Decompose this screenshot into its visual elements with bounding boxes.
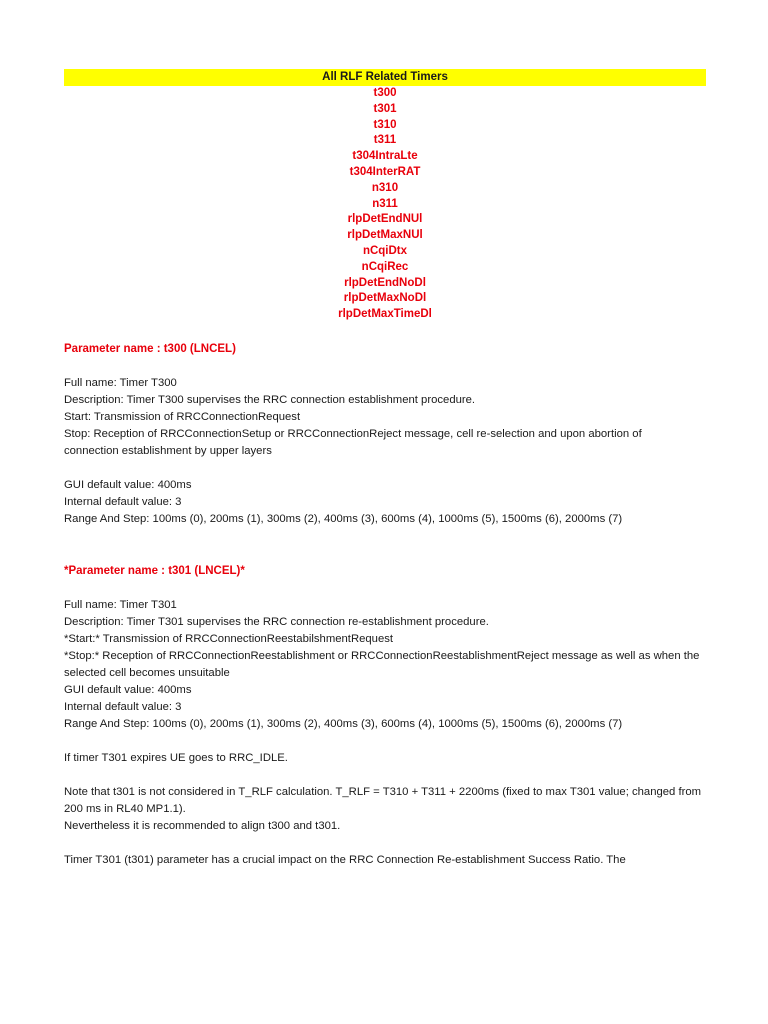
timer-item: rlpDetEndNUl <box>347 213 423 226</box>
t300-stop-line-2: connection establishment by upper layers <box>64 445 272 457</box>
timer-item: n310 <box>371 181 399 194</box>
t301-start: *Start:* Transmission of RRCConnectionReestabilshmentRequest <box>64 633 394 645</box>
t300-heading: Parameter name : t300 (LNCEL) <box>64 343 236 355</box>
t300-stop-line-1: Stop: Reception of RRCConnectionSetup or RRCConnectionReject message, cell re-selection and upon abortion of <box>64 428 642 440</box>
t301-note-line-2: 200 ms in RL40 MP1.1). <box>64 803 186 815</box>
t301-heading: *Parameter name : t301 (LNCEL)* <box>64 565 245 577</box>
t300-internal-default: Internal default value: 3 <box>64 496 182 508</box>
timer-item: t310 <box>373 118 397 131</box>
timer-item: nCqiDtx <box>362 244 408 257</box>
t301-stop-line-1: *Stop:* Reception of RRCConnectionReestablishment or RRCConnectionReestablishmentReject message as well as when the <box>64 650 700 662</box>
timer-item: rlpDetMaxNUl <box>347 229 423 242</box>
page-title: All RLF Related Timers <box>322 71 448 83</box>
t301-gui-default: GUI default value: 400ms <box>64 684 192 696</box>
timer-list <box>64 86 706 323</box>
timer-item: rlpDetMaxNoDl <box>343 292 427 305</box>
t301-note-line-1: Note that t301 is not considered in T_RLF calculation. T_RLF = T310 + T311 + 2200ms (fixed to max T301 value; changed from <box>64 786 702 798</box>
timer-item: t311 <box>373 134 397 147</box>
t301-recommendation: Nevertheless it is recommended to align t300 and t301. <box>64 820 341 832</box>
timer-item: nCqiRec <box>361 260 409 273</box>
t300-start: Start: Transmission of RRCConnectionRequest <box>64 411 301 423</box>
timer-item: t304IntraLte <box>352 150 418 163</box>
t300-gui-default: GUI default value: 400ms <box>64 479 192 491</box>
timer-item: t304InterRAT <box>349 165 421 178</box>
t301-impact: Timer T301 (t301) parameter has a crucial impact on the RRC Connection Re-establishment Success Ratio. The <box>64 854 626 866</box>
timer-item: t301 <box>373 102 397 115</box>
t300-full-name: Full name: Timer T300 <box>64 377 177 389</box>
t301-description: Description: Timer T301 supervises the RRC connection re-establishment procedure. <box>64 616 489 628</box>
title-bar <box>64 69 706 86</box>
t301-section <box>64 563 714 869</box>
timer-item: t300 <box>373 87 397 99</box>
t300-description: Description: Timer T300 supervises the RRC connection establishment procedure. <box>64 394 476 406</box>
t301-expiry-note: If timer T301 expires UE goes to RRC_IDLE. <box>64 752 288 764</box>
timer-item: n311 <box>372 197 398 210</box>
t300-range: Range And Step: 100ms (0), 200ms (1), 300ms (2), 400ms (3), 600ms (4), 1000ms (5), 1500ms (6), 2000ms (7) <box>64 513 623 525</box>
timer-item: rlpDetEndNoDl <box>344 276 426 289</box>
t301-internal-default: Internal default value: 3 <box>64 701 182 713</box>
t301-stop-line-2: selected cell becomes unsuitable <box>64 667 230 679</box>
t300-section <box>64 341 714 528</box>
t301-full-name: Full name: Timer T301 <box>64 599 177 611</box>
t301-range: Range And Step: 100ms (0), 200ms (1), 300ms (2), 400ms (3), 600ms (4), 1000ms (5), 1500ms (6), 2000ms (7) <box>64 718 623 730</box>
timer-item: rlpDetMaxTimeDl <box>338 308 432 321</box>
